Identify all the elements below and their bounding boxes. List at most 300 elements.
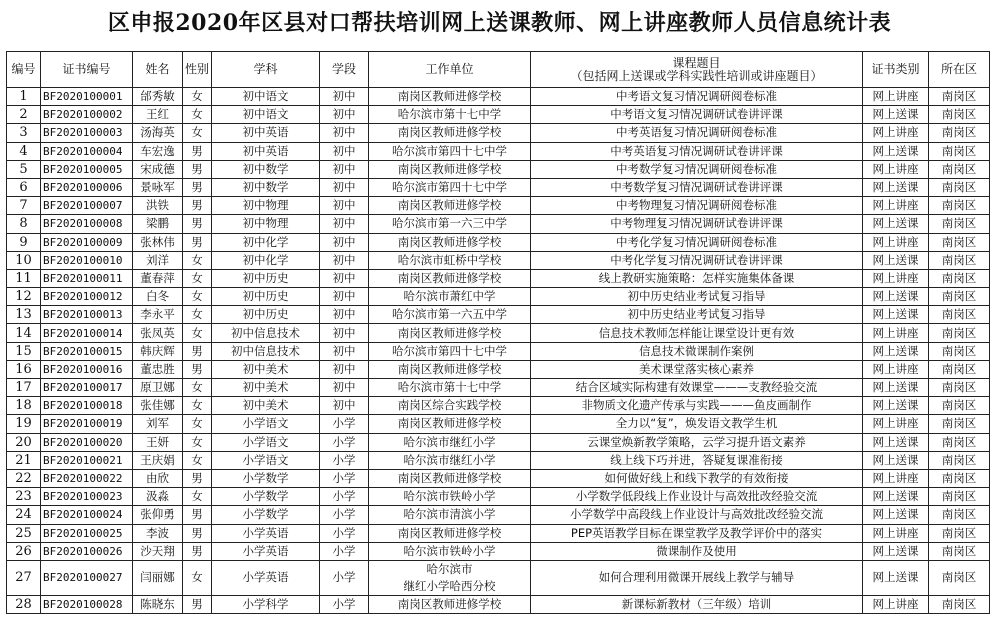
cell-cert-no: BF2020100018 — [41, 397, 133, 415]
cell-name: 王妍 — [133, 433, 183, 451]
cell-stage: 初中 — [320, 233, 369, 251]
cell-name: 邰秀敏 — [133, 88, 183, 106]
cell-workplace: 哈尔滨市第十七中学 — [369, 106, 531, 124]
cell-district: 南岗区 — [929, 142, 990, 160]
cell-gender: 女 — [183, 124, 212, 142]
cell-cert-type: 网上讲座 — [863, 88, 929, 106]
cell-subject: 初中英语 — [212, 124, 320, 142]
cell-cert-no: BF2020100022 — [41, 469, 133, 487]
cell-cert-type: 网上送课 — [863, 451, 929, 469]
cell-subject: 初中历史 — [212, 269, 320, 287]
cell-stage: 小学 — [320, 506, 369, 524]
cell-no: 3 — [7, 124, 41, 142]
cell-cert-no: BF2020100028 — [41, 595, 133, 613]
cell-name: 韩庆辉 — [133, 342, 183, 360]
cell-name: 王红 — [133, 106, 183, 124]
cell-workplace: 哈尔滨市第十七中学 — [369, 379, 531, 397]
cell-gender: 男 — [183, 342, 212, 360]
cell-workplace: 哈尔滨市铁岭小学 — [369, 488, 531, 506]
table-row — [7, 360, 990, 378]
cell-district: 南岗区 — [929, 451, 990, 469]
table-row — [7, 560, 990, 595]
cell-subject: 小学语文 — [212, 433, 320, 451]
cell-district: 南岗区 — [929, 215, 990, 233]
cell-gender: 女 — [183, 379, 212, 397]
cell-subject: 初中英语 — [212, 142, 320, 160]
cell-gender: 女 — [183, 106, 212, 124]
cell-name: 陈晓东 — [133, 595, 183, 613]
cell-gender: 男 — [183, 142, 212, 160]
cell-district: 南岗区 — [929, 106, 990, 124]
cell-subject: 初中历史 — [212, 306, 320, 324]
cell-gender: 男 — [183, 469, 212, 487]
cell-district: 南岗区 — [929, 251, 990, 269]
cell-subject: 小学英语 — [212, 542, 320, 560]
cell-gender: 男 — [183, 524, 212, 542]
header-cert-no: 证书编号 — [41, 52, 133, 88]
cell-district: 南岗区 — [929, 469, 990, 487]
table-header-row — [7, 52, 990, 88]
cell-district: 南岗区 — [929, 342, 990, 360]
header-district: 所在区 — [929, 52, 990, 88]
cell-stage: 小学 — [320, 560, 369, 595]
cell-gender: 女 — [183, 88, 212, 106]
cell-stage: 初中 — [320, 306, 369, 324]
cell-workplace: 南岗区教师进修学校 — [369, 524, 531, 542]
cell-topic: 小学数学中高段线上作业设计与高效批改经验交流 — [531, 506, 863, 524]
cell-subject: 初中美术 — [212, 397, 320, 415]
cell-subject: 初中物理 — [212, 215, 320, 233]
cell-subject: 初中信息技术 — [212, 342, 320, 360]
cell-district: 南岗区 — [929, 160, 990, 178]
cell-subject: 小学数学 — [212, 506, 320, 524]
cell-cert-type: 网上送课 — [863, 506, 929, 524]
cell-workplace: 南岗区综合实践学校 — [369, 397, 531, 415]
cell-cert-type: 网上讲座 — [863, 233, 929, 251]
cell-subject: 初中历史 — [212, 288, 320, 306]
cell-no: 16 — [7, 360, 41, 378]
cell-topic: 中考语文复习情况调研试卷讲评课 — [531, 106, 863, 124]
table-row — [7, 88, 990, 106]
cell-cert-no: BF2020100013 — [41, 306, 133, 324]
cell-no: 15 — [7, 342, 41, 360]
table-row — [7, 160, 990, 178]
cell-name: 由欣 — [133, 469, 183, 487]
header-gender: 性别 — [183, 52, 212, 88]
cell-no: 23 — [7, 488, 41, 506]
cell-cert-type: 网上送课 — [863, 251, 929, 269]
cell-no: 26 — [7, 542, 41, 560]
cell-topic: 中考英语复习情况调研阅卷标准 — [531, 124, 863, 142]
cell-name: 刘军 — [133, 415, 183, 433]
cell-gender: 男 — [183, 215, 212, 233]
cell-name: 李永平 — [133, 306, 183, 324]
cell-subject: 初中美术 — [212, 360, 320, 378]
cell-name: 洪铁 — [133, 197, 183, 215]
cell-no: 4 — [7, 142, 41, 160]
cell-topic: 初中历史结业考试复习指导 — [531, 288, 863, 306]
cell-no: 14 — [7, 324, 41, 342]
cell-topic: 中考化学复习情况调研阅卷标准 — [531, 233, 863, 251]
cell-subject: 初中物理 — [212, 197, 320, 215]
table-row — [7, 506, 990, 524]
cell-cert-type: 网上讲座 — [863, 469, 929, 487]
cell-topic: 结合区域实际构建有效课堂———支教经验交流 — [531, 379, 863, 397]
cell-cert-type: 网上讲座 — [863, 524, 929, 542]
table-row — [7, 306, 990, 324]
cell-name: 李波 — [133, 524, 183, 542]
cell-cert-no: BF2020100014 — [41, 324, 133, 342]
cell-cert-type: 网上送课 — [863, 433, 929, 451]
cell-cert-no: BF2020100027 — [41, 560, 133, 595]
cell-district: 南岗区 — [929, 269, 990, 287]
cell-cert-type: 网上送课 — [863, 542, 929, 560]
cell-workplace: 南岗区教师进修学校 — [369, 233, 531, 251]
cell-gender: 男 — [183, 160, 212, 178]
cell-stage: 初中 — [320, 142, 369, 160]
table-row — [7, 379, 990, 397]
cell-name: 车宏逸 — [133, 142, 183, 160]
cell-topic: 信息技术教师怎样能让课堂设计更有效 — [531, 324, 863, 342]
cell-subject: 小学英语 — [212, 524, 320, 542]
header-subject: 学科 — [212, 52, 320, 88]
cell-workplace: 南岗区教师进修学校 — [369, 360, 531, 378]
cell-name: 梁鹏 — [133, 215, 183, 233]
cell-name: 董忠胜 — [133, 360, 183, 378]
cell-no: 12 — [7, 288, 41, 306]
cell-district: 南岗区 — [929, 178, 990, 196]
cell-workplace: 南岗区教师进修学校 — [369, 469, 531, 487]
cell-workplace — [369, 560, 531, 595]
cell-subject: 小学科学 — [212, 595, 320, 613]
cell-workplace: 哈尔滨市萧红中学 — [369, 288, 531, 306]
cell-stage: 初中 — [320, 124, 369, 142]
table-row — [7, 415, 990, 433]
table-row — [7, 178, 990, 196]
cell-gender: 女 — [183, 415, 212, 433]
table-row — [7, 595, 990, 613]
cell-topic: 中考物理复习情况调研阅卷标准 — [531, 197, 863, 215]
cell-cert-no: BF2020100017 — [41, 379, 133, 397]
cell-topic: 中考英语复习情况调研试卷讲评课 — [531, 142, 863, 160]
cell-gender: 女 — [183, 488, 212, 506]
table-row — [7, 251, 990, 269]
cell-workplace: 南岗区教师进修学校 — [369, 324, 531, 342]
cell-cert-no: BF2020100008 — [41, 215, 133, 233]
cell-cert-no: BF2020100001 — [41, 88, 133, 106]
header-no: 编号 — [7, 52, 41, 88]
cell-stage: 小学 — [320, 451, 369, 469]
cell-stage: 初中 — [320, 342, 369, 360]
cell-cert-type: 网上讲座 — [863, 324, 929, 342]
cell-workplace: 哈尔滨市第四十七中学 — [369, 342, 531, 360]
cell-no: 27 — [7, 560, 41, 595]
cell-cert-type: 网上送课 — [863, 488, 929, 506]
cell-topic: 中考化学复习情况调研试卷讲评课 — [531, 251, 863, 269]
cell-no: 10 — [7, 251, 41, 269]
cell-workplace: 哈尔滨市继红小学 — [369, 451, 531, 469]
cell-cert-type: 网上讲座 — [863, 415, 929, 433]
cell-cert-no: BF2020100020 — [41, 433, 133, 451]
table-row — [7, 451, 990, 469]
cell-cert-type: 网上送课 — [863, 142, 929, 160]
cell-stage: 初中 — [320, 379, 369, 397]
cell-no: 19 — [7, 415, 41, 433]
cell-stage: 小学 — [320, 524, 369, 542]
cell-name: 景咏军 — [133, 178, 183, 196]
cell-subject: 初中数学 — [212, 178, 320, 196]
cell-subject: 初中语文 — [212, 106, 320, 124]
cell-cert-type: 网上讲座 — [863, 269, 929, 287]
table-row — [7, 288, 990, 306]
cell-cert-type: 网上送课 — [863, 379, 929, 397]
cell-no: 7 — [7, 197, 41, 215]
cell-cert-no: BF2020100021 — [41, 451, 133, 469]
cell-name: 白冬 — [133, 288, 183, 306]
cell-gender: 男 — [183, 178, 212, 196]
cell-stage: 初中 — [320, 269, 369, 287]
cell-cert-no: BF2020100005 — [41, 160, 133, 178]
cell-workplace: 南岗区教师进修学校 — [369, 197, 531, 215]
cell-gender: 女 — [183, 269, 212, 287]
cell-topic: 信息技术微课制作案例 — [531, 342, 863, 360]
cell-stage: 初中 — [320, 251, 369, 269]
cell-topic: 初中历史结业考试复习指导 — [531, 306, 863, 324]
cell-stage: 小学 — [320, 415, 369, 433]
cell-cert-type: 网上讲座 — [863, 595, 929, 613]
cell-topic: 中考物理复习情况调研试卷讲评课 — [531, 215, 863, 233]
header-workplace: 工作单位 — [369, 52, 531, 88]
cell-stage: 小学 — [320, 542, 369, 560]
cell-name: 汤海英 — [133, 124, 183, 142]
cell-subject: 小学语文 — [212, 415, 320, 433]
table-row — [7, 124, 990, 142]
cell-stage: 初中 — [320, 288, 369, 306]
table-body — [7, 88, 990, 614]
teacher-info-table — [6, 51, 990, 614]
cell-cert-type: 网上送课 — [863, 397, 929, 415]
table-row — [7, 233, 990, 251]
cell-district: 南岗区 — [929, 397, 990, 415]
cell-district: 南岗区 — [929, 306, 990, 324]
cell-name: 董春萍 — [133, 269, 183, 287]
cell-cert-no: BF2020100015 — [41, 342, 133, 360]
cell-no: 2 — [7, 106, 41, 124]
cell-district: 南岗区 — [929, 360, 990, 378]
table-row — [7, 215, 990, 233]
cell-cert-no: BF2020100006 — [41, 178, 133, 196]
header-name: 姓名 — [133, 52, 183, 88]
header-topic — [531, 52, 863, 88]
table-row — [7, 469, 990, 487]
cell-cert-type: 网上讲座 — [863, 197, 929, 215]
cell-workplace: 哈尔滨市第一六五中学 — [369, 306, 531, 324]
cell-district: 南岗区 — [929, 379, 990, 397]
cell-topic: 微课制作及使用 — [531, 542, 863, 560]
cell-workplace: 南岗区教师进修学校 — [369, 124, 531, 142]
cell-stage: 初中 — [320, 88, 369, 106]
cell-stage: 初中 — [320, 215, 369, 233]
cell-cert-no: BF2020100011 — [41, 269, 133, 287]
cell-no: 17 — [7, 379, 41, 397]
cell-no: 25 — [7, 524, 41, 542]
cell-cert-no: BF2020100024 — [41, 506, 133, 524]
cell-no: 18 — [7, 397, 41, 415]
cell-name: 王庆娟 — [133, 451, 183, 469]
cell-cert-type: 网上送课 — [863, 178, 929, 196]
cell-name: 原卫娜 — [133, 379, 183, 397]
cell-name: 张仰勇 — [133, 506, 183, 524]
cell-cert-no: BF2020100023 — [41, 488, 133, 506]
cell-gender: 男 — [183, 595, 212, 613]
cell-no: 8 — [7, 215, 41, 233]
cell-name: 张凤英 — [133, 324, 183, 342]
cell-no: 1 — [7, 88, 41, 106]
cell-cert-no: BF2020100012 — [41, 288, 133, 306]
cell-topic: 非物质文化遗产传承与实践———鱼皮画制作 — [531, 397, 863, 415]
cell-topic: 如何做好线上和线下教学的有效衔接 — [531, 469, 863, 487]
cell-gender: 男 — [183, 360, 212, 378]
cell-subject: 小学数学 — [212, 488, 320, 506]
cell-cert-no: BF2020100007 — [41, 197, 133, 215]
cell-workplace: 哈尔滨市第四十七中学 — [369, 142, 531, 160]
cell-no: 20 — [7, 433, 41, 451]
cell-district: 南岗区 — [929, 197, 990, 215]
cell-district: 南岗区 — [929, 542, 990, 560]
cell-stage: 初中 — [320, 360, 369, 378]
table-row — [7, 142, 990, 160]
cell-stage: 小学 — [320, 469, 369, 487]
cell-topic: 线上线下巧并进，答疑复课准衔接 — [531, 451, 863, 469]
cell-district: 南岗区 — [929, 233, 990, 251]
cell-subject: 初中数学 — [212, 160, 320, 178]
cell-cert-type: 网上送课 — [863, 306, 929, 324]
cell-no: 24 — [7, 506, 41, 524]
cell-subject: 小学英语 — [212, 560, 320, 595]
cell-name: 沙天翔 — [133, 542, 183, 560]
cell-gender: 男 — [183, 197, 212, 215]
cell-topic: 中考语文复习情况调研阅卷标准 — [531, 88, 863, 106]
cell-gender: 男 — [183, 233, 212, 251]
cell-topic: 新课标新教材（三年级）培训 — [531, 595, 863, 613]
cell-topic: 中考数学复习情况调研试卷讲评课 — [531, 178, 863, 196]
cell-cert-type: 网上讲座 — [863, 360, 929, 378]
cell-cert-no: BF2020100003 — [41, 124, 133, 142]
header-topic-line2: （包括网上送课或学科实践性培训或讲座题目） — [570, 68, 823, 83]
cell-workplace: 南岗区教师进修学校 — [369, 160, 531, 178]
table-row — [7, 269, 990, 287]
cell-workplace: 哈尔滨市清滨小学 — [369, 506, 531, 524]
cell-gender: 男 — [183, 542, 212, 560]
cell-stage: 初中 — [320, 106, 369, 124]
cell-cert-no: BF2020100002 — [41, 106, 133, 124]
cell-stage: 小学 — [320, 488, 369, 506]
cell-cert-no: BF2020100019 — [41, 415, 133, 433]
cell-stage: 初中 — [320, 178, 369, 196]
cell-name: 宋成德 — [133, 160, 183, 178]
document-title: 区申报2020年区县对口帮扶培训网上送课教师、网上讲座教师人员信息统计表 — [107, 10, 892, 36]
cell-gender: 女 — [183, 324, 212, 342]
cell-district: 南岗区 — [929, 324, 990, 342]
cell-workplace: 南岗区教师进修学校 — [369, 88, 531, 106]
cell-name: 刘洋 — [133, 251, 183, 269]
cell-gender: 女 — [183, 306, 212, 324]
cell-stage: 初中 — [320, 160, 369, 178]
cell-cert-type: 网上送课 — [863, 106, 929, 124]
cell-stage: 初中 — [320, 397, 369, 415]
cell-no: 5 — [7, 160, 41, 178]
cell-district: 南岗区 — [929, 88, 990, 106]
table-row — [7, 342, 990, 360]
cell-stage: 初中 — [320, 197, 369, 215]
cell-workplace: 哈尔滨市第一六三中学 — [369, 215, 531, 233]
cell-workplace: 哈尔滨市继红小学 — [369, 433, 531, 451]
cell-workplace-line: 继红小学哈西分校 — [403, 578, 496, 593]
cell-topic: 云课堂焕新教学策略，云学习提升语文素养 — [531, 433, 863, 451]
cell-district: 南岗区 — [929, 433, 990, 451]
cell-subject: 初中美术 — [212, 379, 320, 397]
cell-gender: 女 — [183, 451, 212, 469]
cell-district: 南岗区 — [929, 415, 990, 433]
cell-cert-type: 网上送课 — [863, 342, 929, 360]
cell-cert-no: BF2020100026 — [41, 542, 133, 560]
header-stage: 学段 — [320, 52, 369, 88]
cell-name: 张佳娜 — [133, 397, 183, 415]
cell-cert-type: 网上讲座 — [863, 124, 929, 142]
cell-workplace: 哈尔滨市虹桥中学校 — [369, 251, 531, 269]
cell-cert-no: BF2020100004 — [41, 142, 133, 160]
cell-gender: 女 — [183, 397, 212, 415]
cell-gender: 男 — [183, 506, 212, 524]
cell-no: 22 — [7, 469, 41, 487]
header-cert-type: 证书类别 — [863, 52, 929, 88]
cell-stage: 小学 — [320, 595, 369, 613]
cell-subject: 初中语文 — [212, 88, 320, 106]
cell-topic: 线上教研实施策略：怎样实施集体备课 — [531, 269, 863, 287]
cell-district: 南岗区 — [929, 288, 990, 306]
cell-topic: PEP英语教学目标在课堂教学及教学评价中的落实 — [531, 524, 863, 542]
cell-name: 张林伟 — [133, 233, 183, 251]
cell-no: 28 — [7, 595, 41, 613]
cell-gender: 女 — [183, 288, 212, 306]
cell-no: 13 — [7, 306, 41, 324]
cell-cert-type: 网上送课 — [863, 215, 929, 233]
table-row — [7, 542, 990, 560]
cell-topic: 小学数学低段线上作业设计与高效批改经验交流 — [531, 488, 863, 506]
cell-subject: 小学数学 — [212, 469, 320, 487]
cell-topic: 美术课堂落实核心素养 — [531, 360, 863, 378]
table-row — [7, 397, 990, 415]
cell-district: 南岗区 — [929, 488, 990, 506]
table-row — [7, 433, 990, 451]
cell-topic: 全力以“复”，焕发语文教学生机 — [531, 415, 863, 433]
cell-workplace: 南岗区教师进修学校 — [369, 269, 531, 287]
cell-gender: 女 — [183, 560, 212, 595]
cell-name: 闫丽娜 — [133, 560, 183, 595]
cell-cert-type: 网上送课 — [863, 560, 929, 595]
cell-cert-type: 网上讲座 — [863, 160, 929, 178]
cell-cert-no: BF2020100025 — [41, 524, 133, 542]
cell-stage: 小学 — [320, 433, 369, 451]
cell-workplace-line: 哈尔滨市 — [426, 561, 473, 576]
cell-district: 南岗区 — [929, 595, 990, 613]
cell-workplace: 哈尔滨市铁岭小学 — [369, 542, 531, 560]
cell-cert-no: BF2020100009 — [41, 233, 133, 251]
table-row — [7, 197, 990, 215]
header-topic-line1: 课程题目 — [672, 55, 721, 70]
cell-district: 南岗区 — [929, 524, 990, 542]
cell-subject: 小学语文 — [212, 451, 320, 469]
